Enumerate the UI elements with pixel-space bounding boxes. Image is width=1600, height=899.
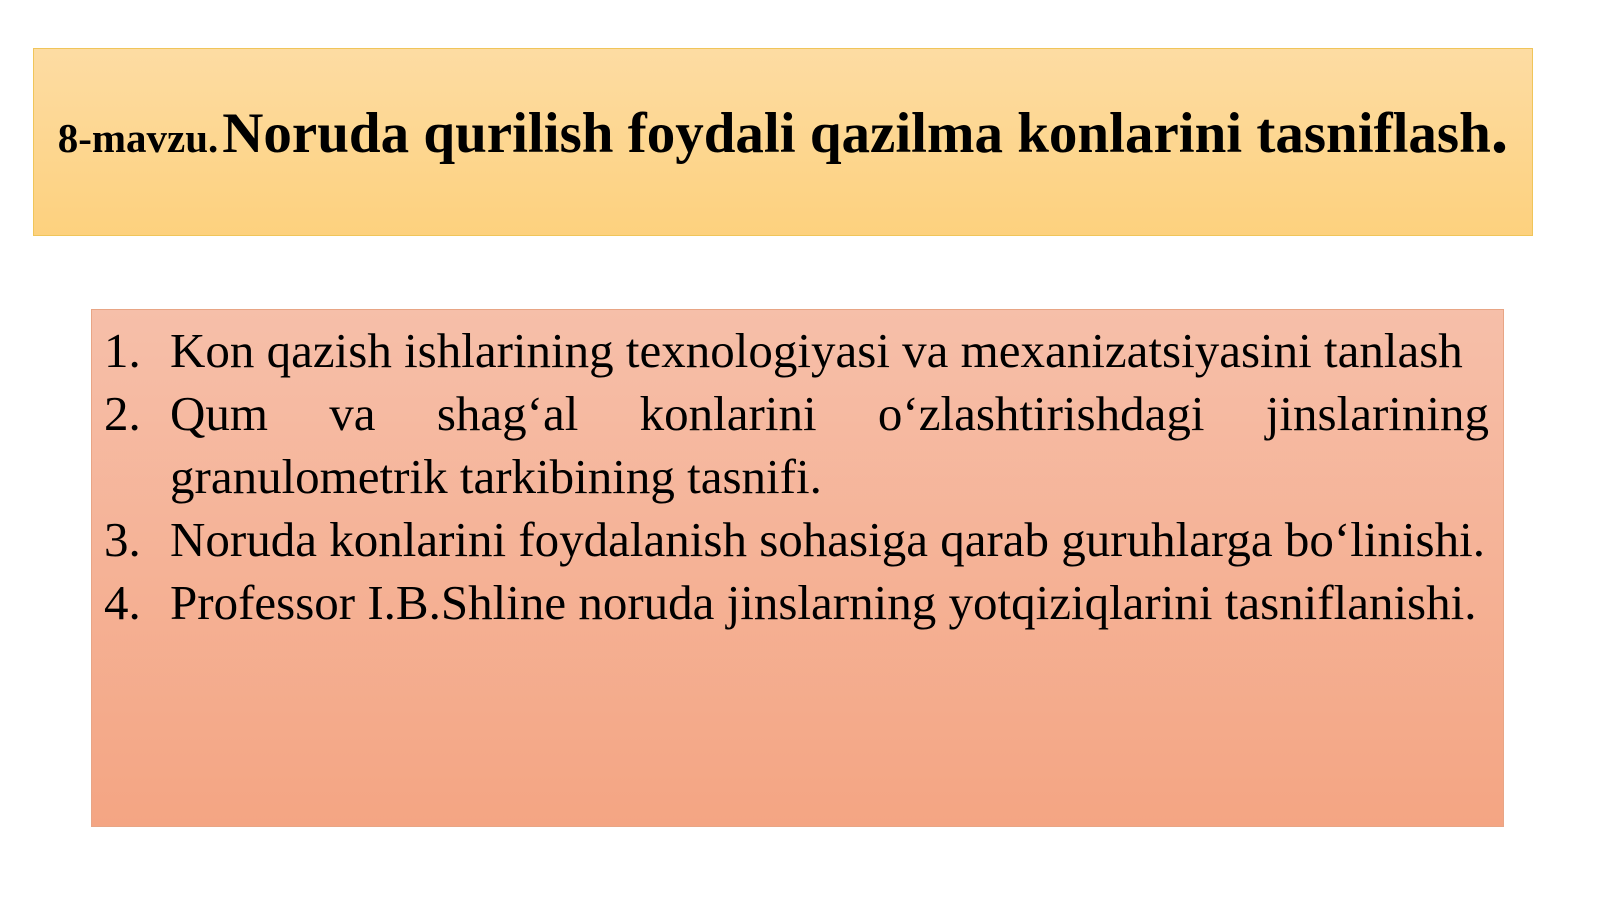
title-banner [33,48,1533,236]
item-text: Kon qazish ishlarining texnologiyasi va mexanizatsiyasini tanlash [170,323,1463,378]
title-dot: . [1490,91,1509,168]
topics-panel [91,309,1504,827]
title-text: Noruda qurilish foydali qazilma konlarini tasniflash [222,102,1491,165]
item-number: 2. [104,386,141,441]
item-text: Noruda konlarini foydalanish sohasiga qarab guruhlarga bo‘linishi. [170,512,1485,567]
topic-number: 8-mavzu. [57,115,219,161]
item-number: 1. [104,323,141,378]
item-text: Qum va shag‘al konlarini o‘zlashtirishdagi jinslarining granulometrik tarkibining tasnifi. [170,386,1489,504]
list-item [104,571,1489,634]
slide-title [58,89,1509,189]
item-number: 4. [104,575,141,630]
list-item [104,382,1489,508]
item-number: 3. [104,512,141,567]
list-item [104,319,1489,382]
item-text: Professor I.B.Shline noruda jinslarning yotqiziqlarini tasniflanishi. [170,575,1477,630]
list-item [104,508,1489,571]
topics-list [92,310,1503,634]
